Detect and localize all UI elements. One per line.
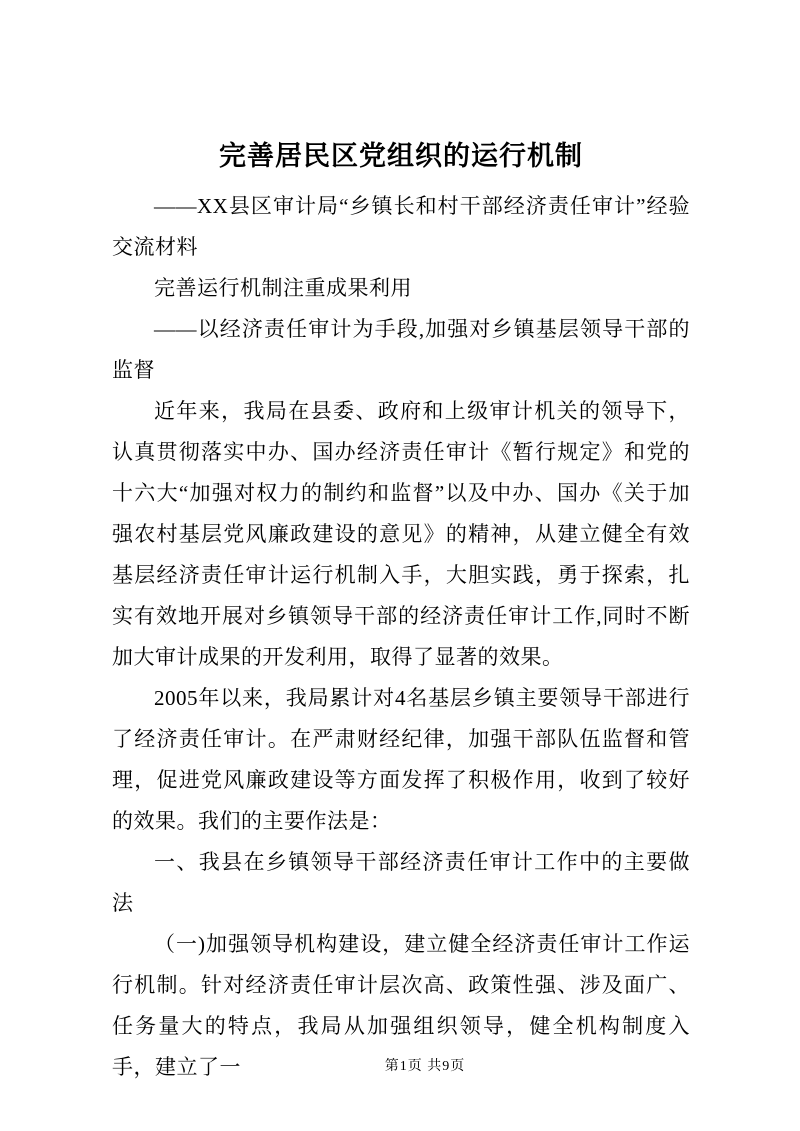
page-footer <box>25 1055 800 1075</box>
paragraph-body-1: 近年来，我局在县委、政府和上级审计机关的领导下，认真贯彻落实中办、国办经济责任审计《暂行规定》和党的十六大“加强对权力的制约和监督”以及中办、国办《关于加强农村基层党风廉政建设的意见》的精神，从建立健全有效基层经济责任审计运行机制入手，大胆实践，勇于探索，扎实有效地开展对乡镇领导干部的经济责任审计工作,同时不断加大审计成果的开发利用，取得了显著的效果。 <box>112 399 690 669</box>
paragraph-subtitle-source: ——XX县区审计局“乡镇长和村干部经济责任审计”经验交流材料 <box>112 194 690 259</box>
paragraph-subtitle: 完善运行机制注重成果利用 <box>154 276 412 300</box>
paragraph-subtitle-dash: ——以经济责任审计为手段,加强对乡镇基层领导干部的监督 <box>112 317 690 382</box>
paragraph-body-2: 2005年以来，我局累计对4名基层乡镇主要领导干部进行了经济责任审计。在严肃财经纪律，加强干部队伍监督和管理，促进党风廉政建设等方面发挥了积极作用，收到了较好的效果。我们的主要作法是： <box>112 686 690 833</box>
paragraph-body-3: （一)加强领导机构建设，建立健全经济责任审计工作运行机制。针对经济责任审计层次高、政策性强、涉及面广、任务量大的特点，我局从加强组织领导，健全机构制度入手，建立了一 <box>112 932 690 1079</box>
document-title: 完善居民区党组织的运行机制 <box>219 141 583 171</box>
page-number-label: 第1页 共9页 <box>384 1059 466 1074</box>
paragraph-section-heading: 一、我县在乡镇领导干部经济责任审计工作中的主要做法 <box>112 850 690 915</box>
